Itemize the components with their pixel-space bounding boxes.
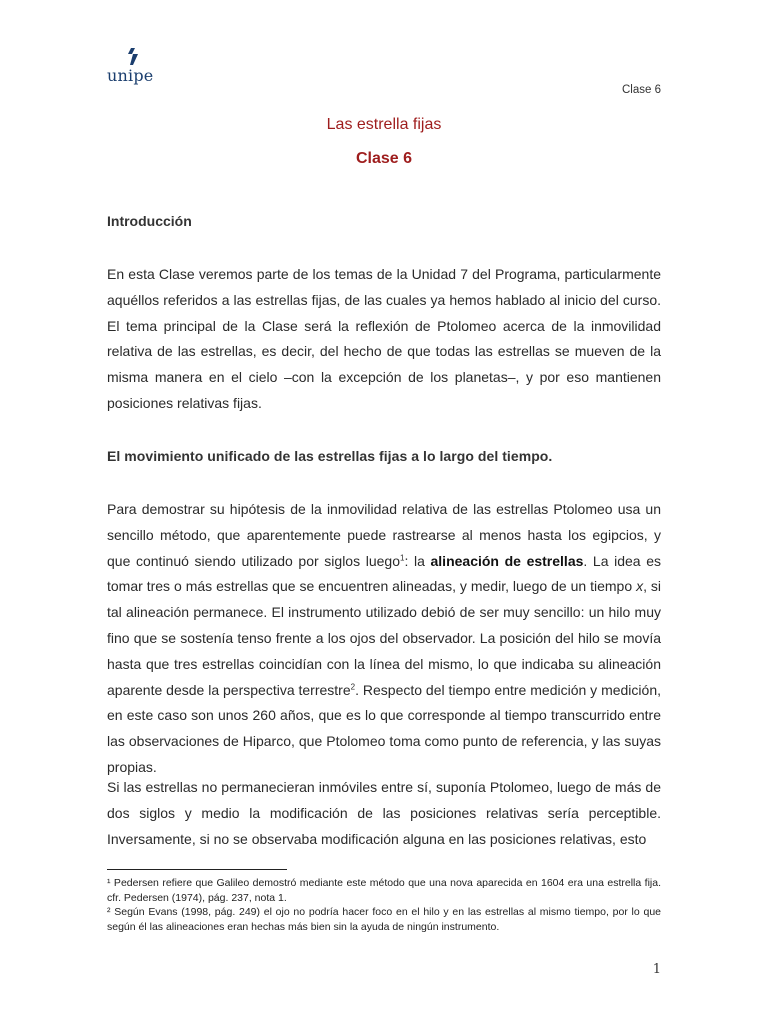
footnote-2: ² Según Evans (1998, pág. 249) el ojo no podría hacer foco en el hilo y en las estrellas al mismo tiempo, por lo que según él las alineaciones eran hechas más bien sin la ayuda de ningún instrumento.: [107, 906, 661, 933]
bold-term: alineación de estrellas: [430, 552, 584, 569]
document-subtitle: Clase 6: [355, 150, 413, 167]
method-paragraph: [107, 497, 661, 781]
text-run: . Respecto del tiempo entre medición y medición, en este caso son unos 260 años, que es lo que corresponde al tiempo transcurrido entre las observaciones de Hiparco, que Ptolomeo toma como punto de referencia, y las suyas propias.: [107, 681, 661, 775]
conclusion-paragraph: Si las estrellas no permanecieran inmóviles entre sí, suponía Ptolomeo, luego de más de dos siglos y medio la modificación de las posiciones relativas sería perceptible. Inversamente, si no se observaba modificación alguna en las posiciones relativas, esto: [107, 779, 661, 847]
logo-text: unipe: [107, 66, 154, 85]
movement-heading: El movimiento unificado de las estrellas fijas a lo largo del tiempo.: [107, 448, 553, 464]
text-run: : la: [404, 552, 431, 569]
class-label: Clase 6: [622, 84, 661, 96]
footnote-ref-2[interactable]: 2: [350, 681, 356, 691]
page-number: 1: [652, 962, 661, 977]
text-run: . La idea es tomar tres o más estrellas que se encuentren alineadas, y medir, luego de un tiempo: [107, 552, 662, 595]
footnote-divider: [107, 869, 287, 870]
footnotes: [107, 876, 661, 934]
intro-heading: Introducción: [107, 213, 192, 229]
document-title: Las estrella fijas: [326, 116, 442, 133]
unipe-logo-icon: [124, 48, 140, 66]
intro-paragraph: En esta Clase veremos parte de los temas de la Unidad 7 del Programa, particularmente aquéllos referidos a las estrellas fijas, de las cuales ya hemos hablado al inicio del curso. El tema principal de la Clase será la reflexión de Ptolomeo acerca de la inmovilidad relativa de las estrellas, es decir, del hecho de que todas las estrellas se mueven de la misma manera en el cielo –con la excepción de los planetas–, y por eso mantienen posiciones relativas fijas.: [107, 266, 661, 411]
text-run: Para demostrar su hipótesis de la inmovilidad relativa de las estrellas Ptolomeo usa un sencillo método, que aparentemente puede rastrearse al menos hasta los egipcios, y que continuó siendo utilizado por siglos luego: [107, 501, 661, 569]
footnote-ref-1[interactable]: 1: [399, 552, 405, 562]
unipe-logo: [107, 48, 167, 86]
text-run: , si tal alineación permanece. El instrumento utilizado debió de ser muy sencillo: un hilo muy fino que se sostenía tenso frente a los ojos del observador. La posición del hilo se movía hasta que tres estrellas coincidían con la línea del mismo, lo que indicaba su alineación aparente desde la perspectiva terrestre: [107, 578, 662, 698]
footnote-1: ¹ Pedersen refiere que Galileo demostró mediante este método que una nova aparecida en 1604 era una estrella fija. cfr. Pedersen (1974), pág. 237, nota 1.: [107, 877, 661, 904]
italic-variable: x: [636, 578, 644, 595]
